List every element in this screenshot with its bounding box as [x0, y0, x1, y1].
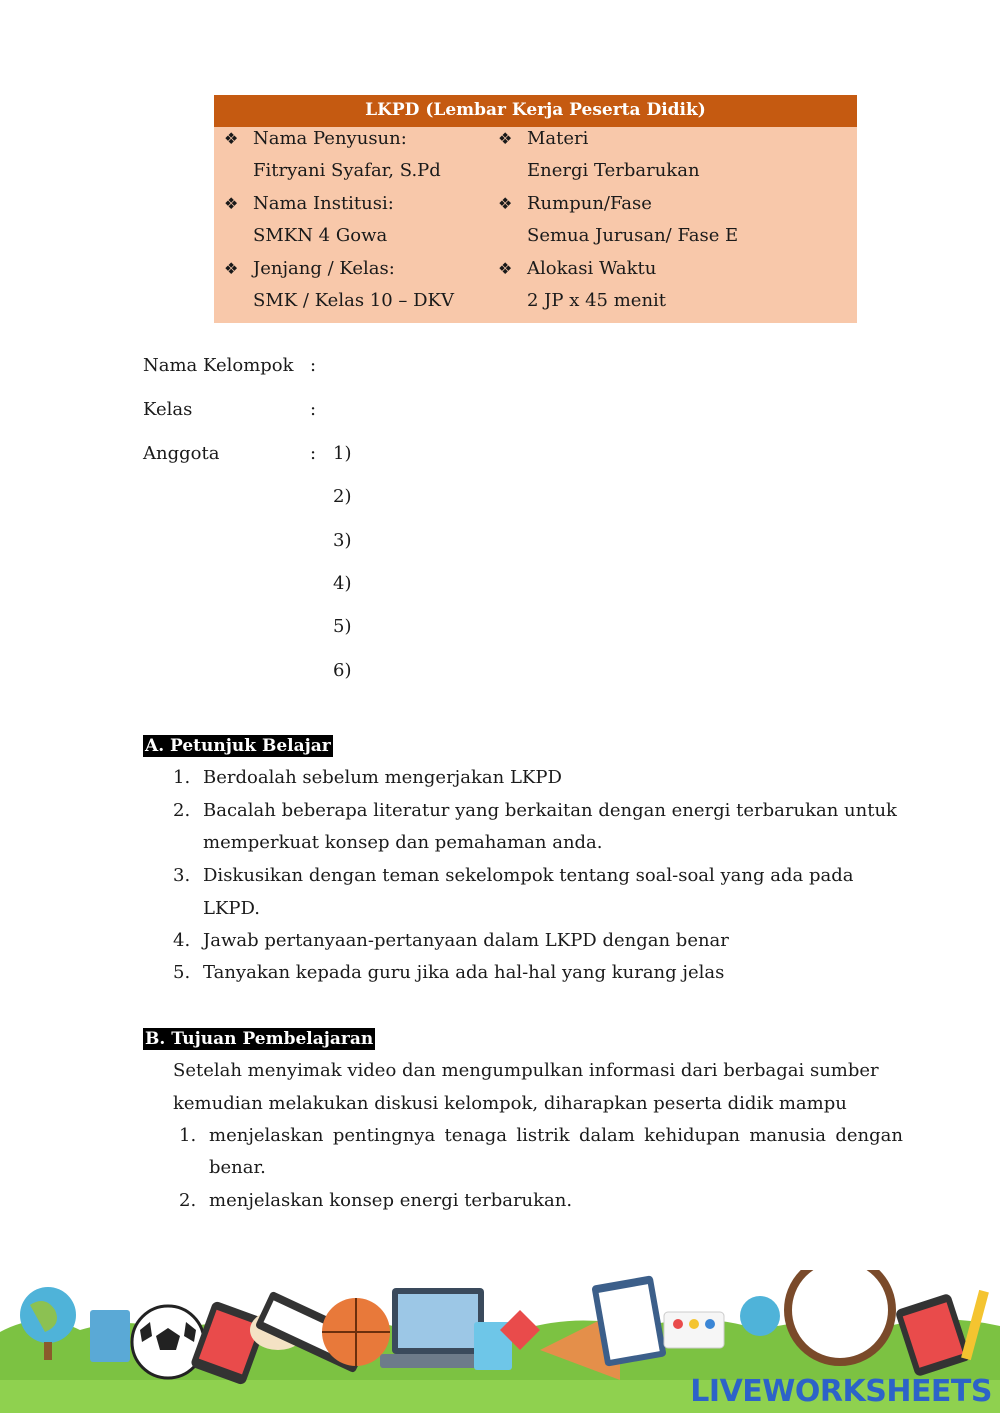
member-number: 1): [333, 443, 352, 464]
list-number: 4.: [173, 930, 191, 951]
paint-set-icon: [664, 1312, 724, 1348]
time-value: 2 JP x 45 menit: [527, 290, 667, 311]
class-field[interactable]: [335, 396, 835, 422]
material-value: Energi Terbarukan: [527, 160, 700, 181]
list-number: 2.: [179, 1190, 197, 1211]
level-value: SMK / Kelas 10 – DKV: [253, 290, 455, 311]
intro-text: Setelah menyimak video dan mengumpulkan informasi dari berbagai sumber: [173, 1060, 879, 1081]
author-label: Nama Penyusun:: [253, 128, 407, 149]
info-table: [214, 95, 857, 323]
group-name-label: Nama Kelompok: [143, 355, 294, 376]
bullet-icon: ❖: [498, 129, 513, 148]
bullet-icon: ❖: [498, 194, 513, 213]
list-item: Berdoalah sebelum mengerjakan LKPD: [203, 767, 562, 788]
class-label: Kelas: [143, 399, 193, 420]
bullet-icon: ❖: [224, 259, 239, 278]
book-icon: [90, 1310, 130, 1362]
colon: :: [310, 355, 317, 376]
section-a-heading: A. Petunjuk Belajar: [145, 736, 331, 756]
list-item-continued: LKPD.: [203, 898, 261, 919]
member-number: 6): [333, 660, 352, 681]
institution-label: Nama Institusi:: [253, 193, 394, 214]
bullet-icon: ❖: [224, 129, 239, 148]
soccer-ball-icon: [132, 1306, 204, 1378]
list-item: Bacalah beberapa literatur yang berkaitan dengan energi terbarukan untuk: [203, 800, 897, 821]
member-number: 4): [333, 573, 352, 594]
basketball-icon: [322, 1298, 390, 1366]
list-item: menjelaskan konsep energi terbarukan.: [209, 1190, 573, 1211]
level-label: Jenjang / Kelas:: [253, 258, 395, 279]
colon: :: [310, 399, 317, 420]
phase-value: Semua Jurusan/ Fase E: [527, 225, 739, 246]
list-number: 1.: [173, 767, 191, 788]
liveworksheets-logo: LIVEWORKSHEETS: [690, 1374, 992, 1409]
colon: :: [310, 443, 317, 464]
list-number: 1.: [179, 1125, 197, 1146]
member-number: 3): [333, 530, 352, 551]
section-b-heading: B. Tujuan Pembelajaran: [145, 1029, 374, 1049]
list-number: 3.: [173, 865, 191, 886]
phase-label: Rumpun/Fase: [527, 193, 652, 214]
info-table-title: LKPD (Lembar Kerja Peserta Didik): [214, 95, 857, 127]
list-item-continued: benar.: [209, 1157, 266, 1178]
list-number: 2.: [173, 800, 191, 821]
group-name-field[interactable]: [335, 352, 835, 378]
author-value: Fitryani Syafar, S.Pd: [253, 160, 441, 181]
members-label: Anggota: [143, 443, 220, 464]
list-item-continued: memperkuat konsep dan pemahaman anda.: [203, 832, 603, 853]
clock-icon: [788, 1270, 892, 1362]
list-item: Tanyakan kepada guru jika ada hal-hal yang kurang jelas: [203, 962, 725, 983]
member-number: 2): [333, 486, 352, 507]
bullet-icon: ❖: [498, 259, 513, 278]
material-label: Materi: [527, 128, 589, 149]
time-label: Alokasi Waktu: [527, 258, 657, 279]
globe-icon: [740, 1296, 780, 1336]
bullet-icon: ❖: [224, 194, 239, 213]
list-number: 5.: [173, 962, 191, 983]
list-item: Jawab pertanyaan-pertanyaan dalam LKPD dengan benar: [203, 930, 729, 951]
institution-value: SMKN 4 Gowa: [253, 225, 388, 246]
list-item: menjelaskan pentingnya tenaga listrik dalam kehidupan manusia dengan: [209, 1125, 903, 1146]
member-number: 5): [333, 616, 352, 637]
list-item: Diskusikan dengan teman sekelompok tentang soal-soal yang ada pada: [203, 865, 854, 886]
intro-text: kemudian melakukan diskusi kelompok, diharapkan peserta didik mampu: [173, 1093, 847, 1114]
